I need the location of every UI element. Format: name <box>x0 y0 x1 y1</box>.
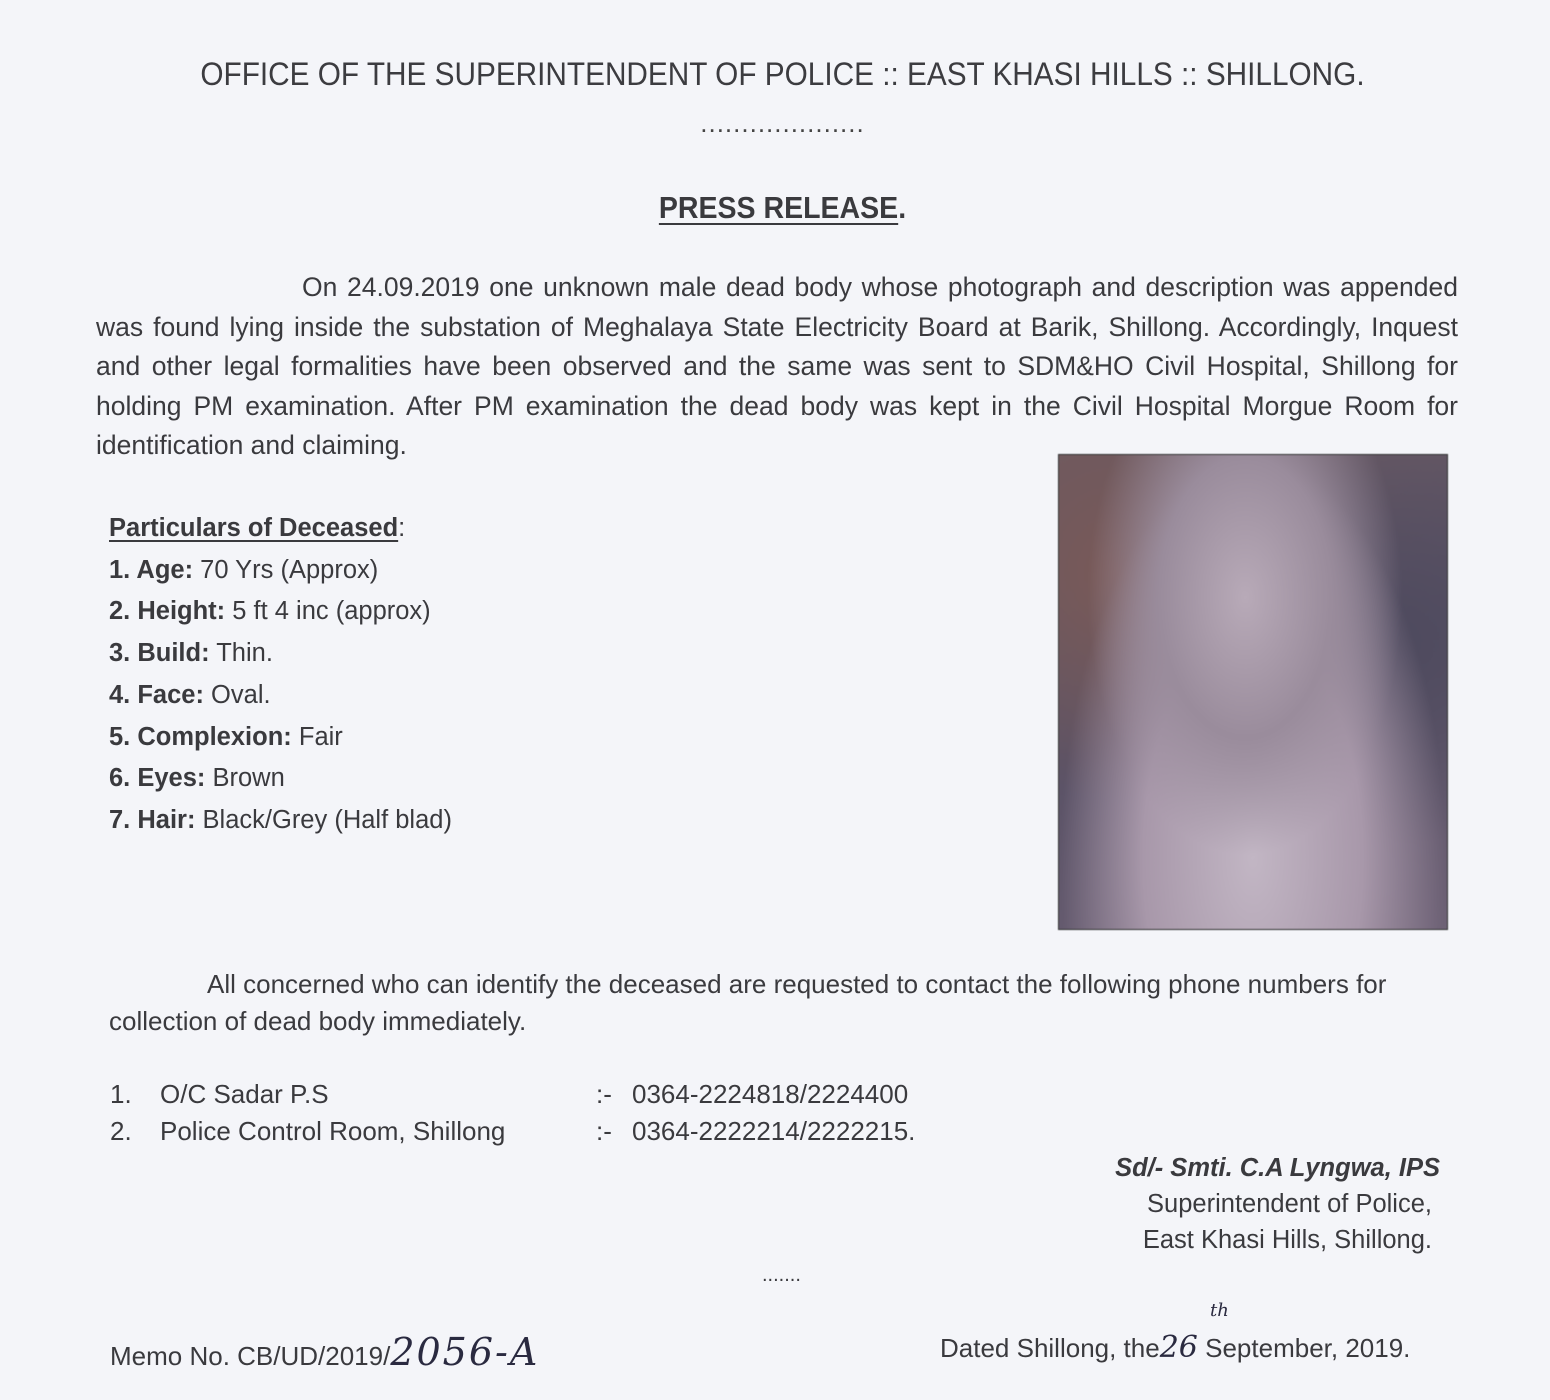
contact-phone: 0364-2224818/2224400 <box>632 1079 909 1109</box>
contact-name: O/C Sadar P.S <box>160 1079 329 1109</box>
deceased-photo <box>1058 454 1448 930</box>
particular-complexion: 5. Complexion: Fair <box>109 722 343 751</box>
incident-text: On 24.09.2019 one unknown male dead body whose photograph and description was appended was found lying inside the substation of Meghalaya State Electricity Board at Barik, Shillong. Accordingly, Inquest and other legal formalities have been observed and the same was sent to SDM&HO Civil Hospital, Shillong for holding PM examination. After PM examination the dead body was kept in the Civil Hospital Morgue Room for identification and claiming. <box>96 272 1458 461</box>
office-title: OFFICE OF THE SUPERINTENDENT OF POLICE :: EAST KHASI HILLS :: SHILLONG. <box>200 56 1365 92</box>
particular-age: 1. Age: 70 Yrs (Approx) <box>109 555 379 584</box>
particulars-section <box>109 508 452 842</box>
particular-face: 4. Face: Oval. <box>109 680 271 709</box>
document-title <box>63 190 1503 226</box>
press-release-heading: PRESS RELEASE <box>658 190 899 225</box>
memo-handwritten: 2056-A <box>390 1330 540 1374</box>
memo-number: Memo No. CB/UD/2019/2056-A <box>110 1330 540 1374</box>
contact-row: 2. Police Control Room, Shillong :- 0364-2222214/2222215. <box>110 1113 915 1150</box>
signatory-location: East Khasi Hills, Shillong. <box>1142 1226 1432 1254</box>
particular-eyes: 6. Eyes: Brown <box>109 764 285 793</box>
particular-hair: 7. Hair: Black/Grey (Half blad) <box>109 805 452 834</box>
contact-list <box>110 1076 915 1150</box>
contact-paragraph: All concerned who can identify the deceased are requested to contact the following phone numbers for collection of dead body immediately. <box>109 969 1387 1036</box>
title-period: . <box>898 190 907 225</box>
particular-build: 3. Build: Thin. <box>109 639 273 668</box>
signature-block <box>1080 1150 1440 1258</box>
incident-paragraph <box>96 268 1458 466</box>
dated-day-suffix: th <box>1210 1300 1229 1321</box>
dated-line: Dated Shillong, the26 th September, 2019. <box>940 1300 1411 1365</box>
dated-day-handwritten: 26 <box>1159 1330 1198 1365</box>
contact-row: 1. O/C Sadar P.S :- 0364-2224818/2224400 <box>110 1076 915 1113</box>
contact-phone: 0364-2222214/2222215. <box>632 1116 916 1146</box>
footer-separator: ....... <box>762 1264 801 1286</box>
header-separator: .................... <box>700 108 865 138</box>
particulars-heading: Particulars of Deceased: <box>109 514 406 542</box>
contact-name: Police Control Room, Shillong <box>160 1116 506 1146</box>
signatory-designation: Superintendent of Police, <box>1147 1190 1432 1218</box>
signatory-name: Sd/- Smti. C.A Lyngwa, IPS <box>1115 1154 1440 1182</box>
particular-height: 2. Height: 5 ft 4 inc (approx) <box>109 597 431 626</box>
